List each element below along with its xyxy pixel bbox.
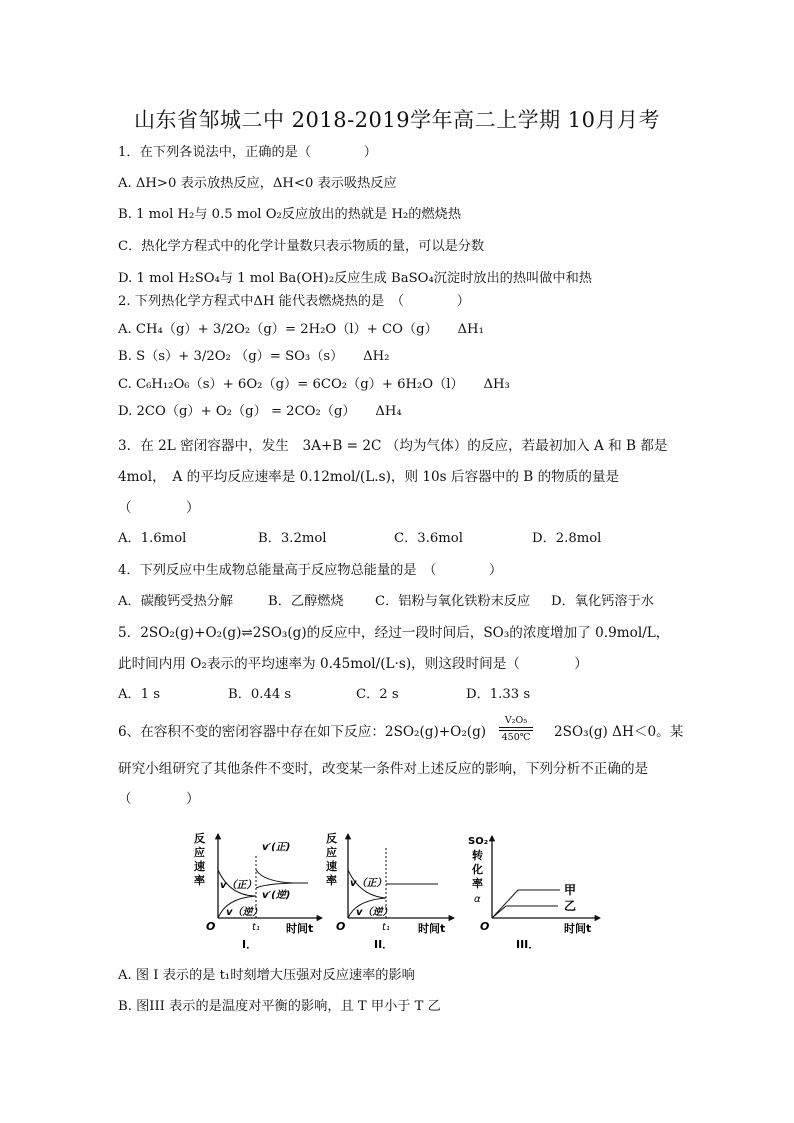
- q5-option-d: D．1.33 s: [466, 687, 531, 702]
- q6-option-b: B. 图III 表示的是温度对平衡的影响，且 T 甲小于 T 乙: [118, 999, 441, 1014]
- q3-line1: 3．在 2L 密闭容器中，发生 3A+B = 2C （均为气体）的反应，若最初加入 A 和 B 都是: [118, 438, 668, 454]
- graph-3: [468, 836, 600, 951]
- q6-line1-right: 2SO₃(g) ΔH＜0。某: [554, 724, 684, 740]
- graph-1-ylabel-1: 反: [194, 832, 205, 845]
- q2-option-c: C. C₆H₁₂O₆（s）+ 6O₂（g）= 6CO₂（g）+ 6H₂O（l） ΔH₃: [118, 377, 510, 392]
- graph-3-xlabel: 时间t: [564, 922, 592, 935]
- graph-2-t1-label: t₁: [382, 922, 390, 933]
- q2-stem: 2. 下列热化学方程式中ΔH 能代表燃烧热的是 （ ）: [118, 294, 470, 309]
- graph-1-caption: I．: [242, 938, 258, 951]
- graph-1-v-forward-label: v（正）: [220, 880, 257, 891]
- q5-line1: 5．2SO₂(g)+O₂(g)⇌2SO₃(g)的反应中，经过一段时间后，SO₃的浓度增加了 0.9mol/L，: [118, 625, 670, 641]
- graph-2-ylabel-1: 反: [326, 832, 337, 845]
- graph-3-curve-jia: [492, 890, 560, 918]
- q1-stem: 1．在下列各说法中，正确的是（ ）: [118, 145, 377, 160]
- graph-3-ylabel-1: SO₂: [468, 836, 489, 847]
- q4-option-d: D．氧化钙溶于水: [551, 594, 654, 609]
- q3-option-b: B．3.2mol: [258, 531, 327, 546]
- q4-option-a: A．碳酸钙受热分解: [118, 594, 234, 609]
- q6-line1-left: 6、在容积不变的密闭容器中存在如下反应：2SO₂(g)+O₂(g): [118, 724, 487, 740]
- graph-2: [326, 831, 454, 951]
- equilibrium-arrow: [499, 727, 533, 731]
- q5-option-b: B．0.44 s: [228, 687, 292, 702]
- q3-line2: 4mol， A 的平均反应速率是 0.12mol/(L.s)，则 10s 后容器中的 B 的物质的量是: [118, 469, 620, 485]
- q3-option-a: A．1.6mol: [118, 531, 187, 546]
- graph-1-origin-label: O: [206, 920, 216, 933]
- graph-3-origin-label: O: [480, 920, 490, 933]
- q1-option-c: C．热化学方程式中的化学计量数只表示物质的量，可以是分数: [118, 239, 485, 254]
- graph-1-ylabel-3: 速: [194, 860, 205, 873]
- q2-option-b: B. S（s）+ 3/2O₂ （g）= SO₃（s） ΔH₂: [118, 349, 390, 364]
- q1-option-a: A. ΔH>0 表示放热反应，ΔH<0 表示吸热反应: [118, 176, 397, 191]
- graph-1-t1-label: t₁: [252, 922, 260, 933]
- q2-option-d: D. 2CO（g）+ O₂（g） = 2CO₂（g） ΔH₄: [118, 404, 402, 419]
- graph-3-caption: III．: [516, 938, 540, 951]
- q5-line2: 此时间内用 O₂表示的平均速率为 0.45mol/(L·s)，则这段时间是（ ）: [118, 656, 588, 672]
- catalyst-label: V₂O₅: [504, 715, 528, 726]
- graph-1-v-reverse2-label: v′(逆): [262, 890, 291, 901]
- temperature-label: 450℃: [501, 732, 531, 743]
- graph-1-ylabel-4: 率: [194, 874, 205, 887]
- q4-option-c: C．铝粉与氧化铁粉末反应: [375, 594, 531, 609]
- graph-3-yi-label: 乙: [564, 899, 577, 913]
- graph-3-ylabel-4: 率: [472, 877, 483, 890]
- graph-2-xlabel: 时间t: [418, 922, 446, 935]
- q4-stem: 4．下列反应中生成物总能量高于反应物总能量的是 （ ）: [118, 563, 503, 578]
- graph-1-v-forward2-label: v′(正): [262, 842, 291, 853]
- q1-option-b: B. 1 mol H₂与 0.5 mol O₂反应放出的热就是 H₂的燃烧热: [118, 207, 462, 222]
- graph-2-caption: II．: [374, 938, 394, 951]
- graph-3-ylabel-5: α: [474, 894, 481, 905]
- q3-option-c: C．3.6mol: [394, 531, 463, 546]
- graph-2-ylabel-3: 速: [326, 860, 337, 873]
- q6-line2: 研究小组研究了其他条件不变时，改变某一条件对上述反应的影响，下列分析不正确的是: [118, 761, 649, 777]
- q5-option-c: C．2 s: [356, 687, 399, 702]
- graph-3-ylabel-3: 化: [472, 863, 483, 876]
- graph-2-ylabel-4: 率: [326, 874, 337, 887]
- graph-2-ylabel-2: 应: [326, 846, 337, 859]
- q6-option-a: A. 图 I 表示的是 t₁时刻增大压强对反应速率的影响: [118, 968, 415, 983]
- graph-3-ylabel-2: 转: [472, 849, 483, 862]
- q6-line3: （ ）: [118, 791, 200, 807]
- q5-option-a: A．1 s: [118, 687, 161, 702]
- graph-2-origin-label: O: [336, 920, 346, 933]
- q1-option-d: D. 1 mol H₂SO₄与 1 mol Ba(OH)₂反应生成 BaSO₄沉淀时放出的热叫做中和热: [118, 271, 592, 286]
- graph-1-reverse-curve-2: [256, 883, 294, 888]
- q2-option-a: A. CH₄（g）+ 3/2O₂（g）= 2H₂O（l）+ CO（g） ΔH₁: [118, 322, 484, 337]
- graph-1-xlabel: 时间t: [286, 922, 314, 935]
- graph-1-v-reverse-label: v（逆）: [226, 907, 263, 918]
- page-title: 山东省邹城二中 2018-2019学年高二上学期 10月月考: [133, 108, 661, 132]
- graph-2-v-reverse-label: v（逆）: [356, 907, 393, 918]
- q3-option-d: D．2.8mol: [532, 531, 602, 546]
- q4-option-b: B．乙醇燃烧: [268, 594, 344, 609]
- graph-2-v-forward-label: v（正）: [350, 878, 387, 889]
- graph-1: [194, 831, 322, 951]
- graph-3-jia-label: 甲: [564, 883, 577, 897]
- graph-1-forward-curve-2: [256, 870, 294, 883]
- reaction-condition: [499, 715, 533, 743]
- reaction-graphs: [190, 826, 620, 956]
- graph-1-ylabel-2: 应: [194, 846, 205, 859]
- q3-line3: （ ）: [118, 500, 200, 516]
